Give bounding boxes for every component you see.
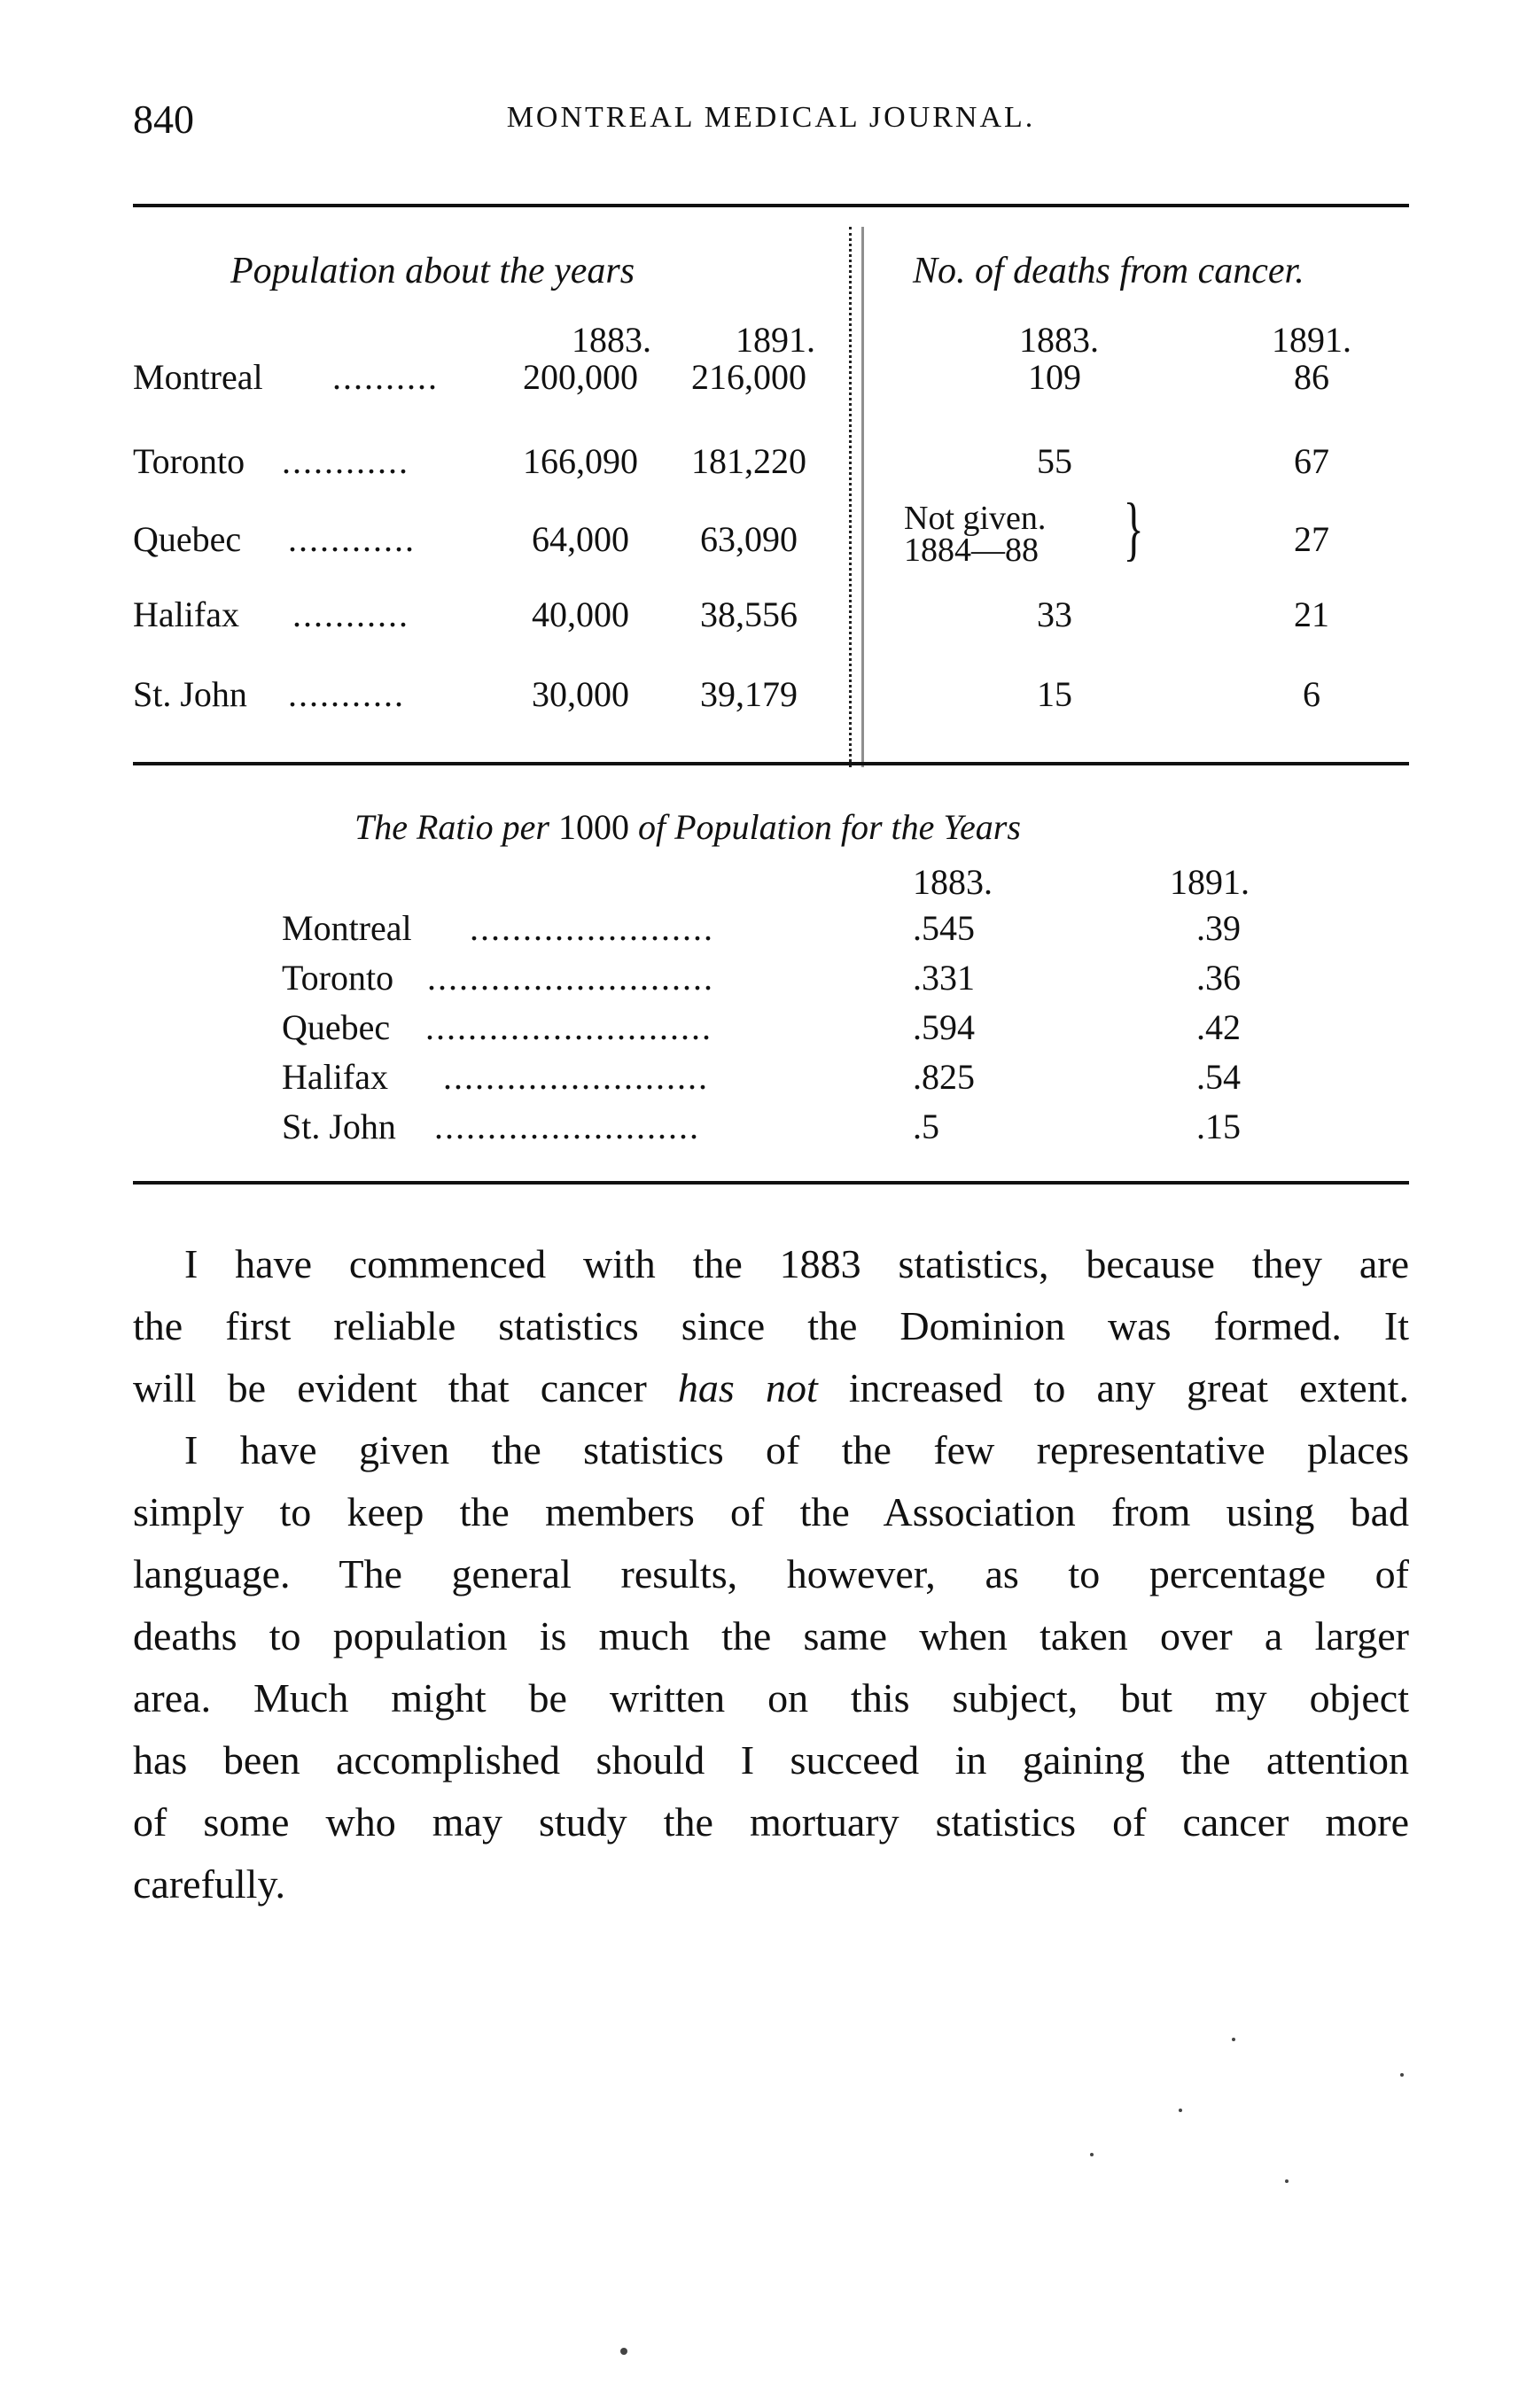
city-name: St. John bbox=[133, 674, 247, 714]
pop-1891: 39,179 bbox=[700, 674, 798, 714]
scan-speck bbox=[1400, 2073, 1404, 2077]
ratio-year-1891: 1891. bbox=[1170, 862, 1250, 902]
leader-dots: ........................... bbox=[427, 958, 714, 998]
scan-speck bbox=[1090, 2153, 1094, 2156]
text-line: carefully. bbox=[133, 1861, 285, 1907]
text-line: the first reliable statistics since the Dominion was formed. It bbox=[133, 1303, 1409, 1348]
pop-1883: 64,000 bbox=[532, 519, 629, 559]
deaths-1883: 33 bbox=[1037, 594, 1072, 634]
death-year-1891: 1891. bbox=[1272, 320, 1351, 360]
text-run: will be evident that cancer bbox=[133, 1365, 678, 1410]
pop-1883: 30,000 bbox=[532, 674, 629, 714]
leader-dots: ............ bbox=[288, 519, 416, 559]
text-line: of some who may study the mortuary statistics of cancer more bbox=[133, 1799, 1409, 1845]
page-number: 840 bbox=[133, 97, 194, 142]
leader-dots: ........................... bbox=[425, 1007, 712, 1047]
deaths-1891: 67 bbox=[1294, 441, 1329, 481]
deaths-1883: 109 bbox=[1028, 357, 1081, 397]
deaths-1891: 86 bbox=[1294, 357, 1329, 397]
city-name: Toronto bbox=[282, 958, 394, 998]
city-name: Montreal bbox=[282, 908, 412, 948]
scan-speck bbox=[620, 2348, 627, 2355]
scan-speck bbox=[1179, 2109, 1182, 2112]
ratio-1883: .5 bbox=[913, 1107, 939, 1146]
middle-rule bbox=[133, 762, 1409, 765]
column-divider-secondary bbox=[861, 227, 864, 767]
pop-1891: 38,556 bbox=[700, 594, 798, 634]
pop-1883: 166,090 bbox=[523, 441, 638, 481]
ratio-table bbox=[133, 797, 1409, 1169]
ratio-1883: .825 bbox=[913, 1057, 975, 1097]
leader-dots: ........... bbox=[288, 674, 405, 714]
pop-1891: 216,000 bbox=[691, 357, 806, 397]
text-line bbox=[133, 1357, 1409, 1419]
paragraph-1 bbox=[133, 1233, 1409, 1419]
text-line: I have given the statistics of the few representative places bbox=[184, 1427, 1409, 1472]
scan-speck bbox=[1285, 2179, 1289, 2183]
city-name: St. John bbox=[282, 1107, 396, 1146]
leader-dots: .......... bbox=[332, 357, 439, 397]
year-range-label: 1884—88 bbox=[904, 532, 1039, 569]
ratio-1891: .15 bbox=[1196, 1107, 1241, 1146]
leader-dots: ......................... bbox=[434, 1107, 700, 1146]
city-name: Quebec bbox=[133, 519, 242, 559]
ratio-1891: .39 bbox=[1196, 908, 1241, 948]
deaths-1891: 21 bbox=[1294, 594, 1329, 634]
bottom-rule bbox=[133, 1181, 1409, 1185]
not-given-label: Not given. bbox=[904, 500, 1047, 537]
ratio-1883: .594 bbox=[913, 1007, 975, 1047]
text-line: language. The general results, however, as to percentage of bbox=[133, 1551, 1409, 1596]
pop-year-1891: 1891. bbox=[736, 320, 815, 360]
page-header bbox=[133, 96, 1409, 149]
deaths-1883: 55 bbox=[1037, 441, 1072, 481]
right-brace-icon: } bbox=[1123, 490, 1144, 568]
ratio-heading-pre: The Ratio per bbox=[354, 807, 549, 847]
pop-1883: 40,000 bbox=[532, 594, 629, 634]
deaths-heading: No. of deaths from cancer. bbox=[913, 251, 1304, 291]
text-run: increased to any great extent. bbox=[817, 1365, 1409, 1410]
ratio-1883: .331 bbox=[913, 958, 975, 998]
pop-1891: 63,090 bbox=[700, 519, 798, 559]
pop-year-1883: 1883. bbox=[572, 320, 651, 360]
leader-dots: ............ bbox=[282, 441, 409, 481]
text-line: I have commenced with the 1883 statistics, because they are bbox=[184, 1241, 1409, 1286]
population-deaths-table bbox=[133, 206, 1409, 764]
text-line: deaths to population is much the same when taken over a larger bbox=[133, 1613, 1409, 1658]
leader-dots: ........... bbox=[292, 594, 409, 634]
ratio-1891: .42 bbox=[1196, 1007, 1241, 1047]
text-line: simply to keep the members of the Association from using bad bbox=[133, 1489, 1409, 1534]
city-name: Toronto bbox=[133, 441, 245, 481]
column-divider bbox=[849, 227, 855, 767]
ratio-1883: .545 bbox=[913, 908, 975, 948]
emphasis-text: has not bbox=[677, 1365, 818, 1410]
leader-dots: ....................... bbox=[470, 908, 714, 948]
city-name: Halifax bbox=[133, 594, 239, 634]
ratio-heading bbox=[354, 806, 1021, 848]
ratio-heading-post: of Population for the Years bbox=[637, 807, 1021, 847]
city-name: Quebec bbox=[282, 1007, 391, 1047]
deaths-1883: 15 bbox=[1037, 674, 1072, 714]
pop-1891: 181,220 bbox=[691, 441, 806, 481]
paragraph-2 bbox=[133, 1419, 1409, 1915]
leader-dots: ......................... bbox=[443, 1057, 709, 1097]
city-name: Montreal bbox=[133, 357, 263, 397]
ratio-heading-number: 1000 bbox=[557, 807, 629, 847]
death-year-1883: 1883. bbox=[1019, 320, 1099, 360]
deaths-1891: 6 bbox=[1303, 674, 1320, 714]
deaths-1883-note bbox=[904, 500, 1047, 569]
ratio-1891: .54 bbox=[1196, 1057, 1241, 1097]
running-title: MONTREAL MEDICAL JOURNAL. bbox=[506, 101, 1036, 134]
deaths-1891: 27 bbox=[1294, 519, 1329, 559]
text-line: has been accomplished should I succeed in gaining the attention bbox=[133, 1737, 1409, 1783]
population-heading: Population about the years bbox=[230, 251, 635, 291]
text-line: area. Much might be written on this subject, but my object bbox=[133, 1675, 1409, 1721]
city-name: Halifax bbox=[282, 1057, 388, 1097]
pop-1883: 200,000 bbox=[523, 357, 638, 397]
ratio-1891: .36 bbox=[1196, 958, 1241, 998]
scan-speck bbox=[1232, 2038, 1235, 2041]
ratio-year-1883: 1883. bbox=[913, 862, 993, 902]
